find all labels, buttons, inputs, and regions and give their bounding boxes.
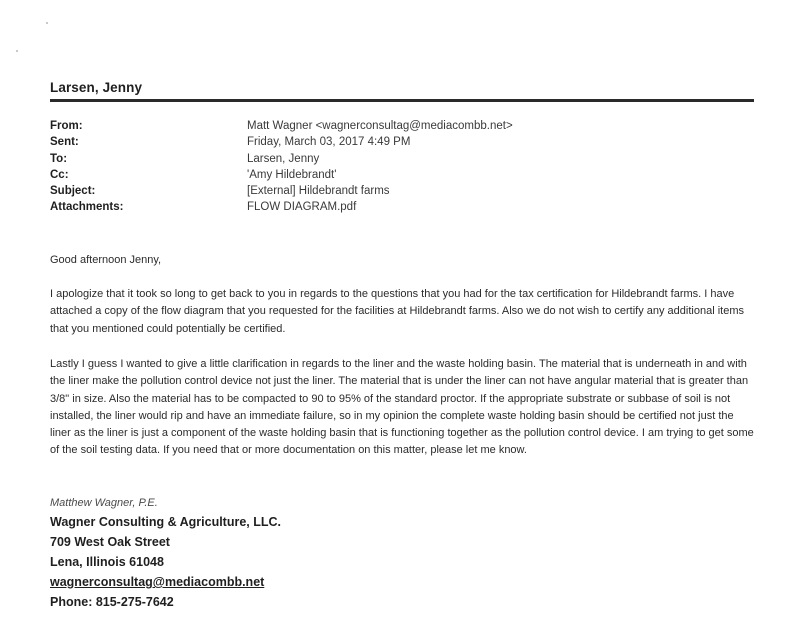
meta-value-from: Matt Wagner <wagnerconsultag@mediacombb.net> bbox=[247, 120, 513, 132]
attachment-filename: FLOW DIAGRAM.pdf bbox=[247, 201, 357, 214]
meta-label-to: To: bbox=[50, 152, 68, 165]
meta-value-sent: Friday, March 03, 2017 4:49 PM bbox=[247, 136, 411, 149]
signature-email-link[interactable]: wagnerconsultag@mediacombb.net bbox=[50, 575, 265, 589]
meta-row-attachments bbox=[50, 199, 750, 215]
meta-row-from bbox=[50, 118, 750, 134]
meta-row-to bbox=[50, 151, 750, 167]
signature-phone: Phone: 815-275-7642 bbox=[50, 595, 174, 609]
meta-value-to: Larsen, Jenny bbox=[247, 152, 320, 165]
signature-company: Wagner Consulting & Agriculture, LLC. bbox=[50, 515, 282, 529]
header-divider bbox=[50, 99, 754, 102]
mailbox-owner-name: Larsen, Jenny bbox=[50, 80, 143, 95]
meta-label-subject: Subject: bbox=[50, 185, 96, 198]
meta-row-subject bbox=[50, 183, 750, 199]
email-signature bbox=[50, 494, 281, 612]
meta-label-sent: Sent: bbox=[50, 136, 79, 149]
meta-label-from: From: bbox=[50, 120, 83, 132]
meta-label-cc: Cc: bbox=[50, 168, 69, 181]
signature-name: Matthew Wagner, P.E. bbox=[50, 497, 158, 509]
scan-speck bbox=[16, 50, 18, 52]
meta-row-sent bbox=[50, 134, 750, 150]
email-greeting: Good afternoon Jenny, bbox=[50, 254, 162, 266]
meta-label-attachments: Attachments: bbox=[50, 201, 124, 214]
email-metadata bbox=[50, 118, 750, 216]
signature-street: 709 West Oak Street bbox=[50, 535, 170, 549]
meta-row-cc bbox=[50, 167, 750, 183]
signature-city: Lena, Illinois 61048 bbox=[50, 555, 164, 569]
scan-speck bbox=[46, 22, 48, 24]
email-paragraph-2: Lastly I guess I wanted to give a little clarification in regards to the liner and the waste holding basin. The material that is underneath in and with the liner make the pollution control device not just the liner. The material that is under the liner can not have angular material that is greater than 3/8" in size. Also the material has to be compacted to 90 to 95% of the standard proctor. If the appropriate substrate or subbase of soil is not installed, the liner would rip and have an immediate failure, so in my opinion the complete waste holding basin should be certified not just the liner as the liner is just a component of the waste holding basin that is functioning together as the pollution control device. I am trying to get some of the soil testing data. If you need that or more documentation on this matter, please let me know. bbox=[50, 358, 754, 457]
meta-value-cc: 'Amy Hildebrandt' bbox=[247, 168, 337, 181]
email-paragraph-1: I apologize that it took so long to get back to you in regards to the questions that you had for the tax certification for Hildebrandt farms. I have attached a copy of the flow diagram that you requested for the facilities at Hildebrandt farms. Also we do not wish to certify any additional items that you mentioned could potentially be certified. bbox=[50, 288, 744, 335]
meta-value-subject: [External] Hildebrandt farms bbox=[247, 185, 390, 198]
